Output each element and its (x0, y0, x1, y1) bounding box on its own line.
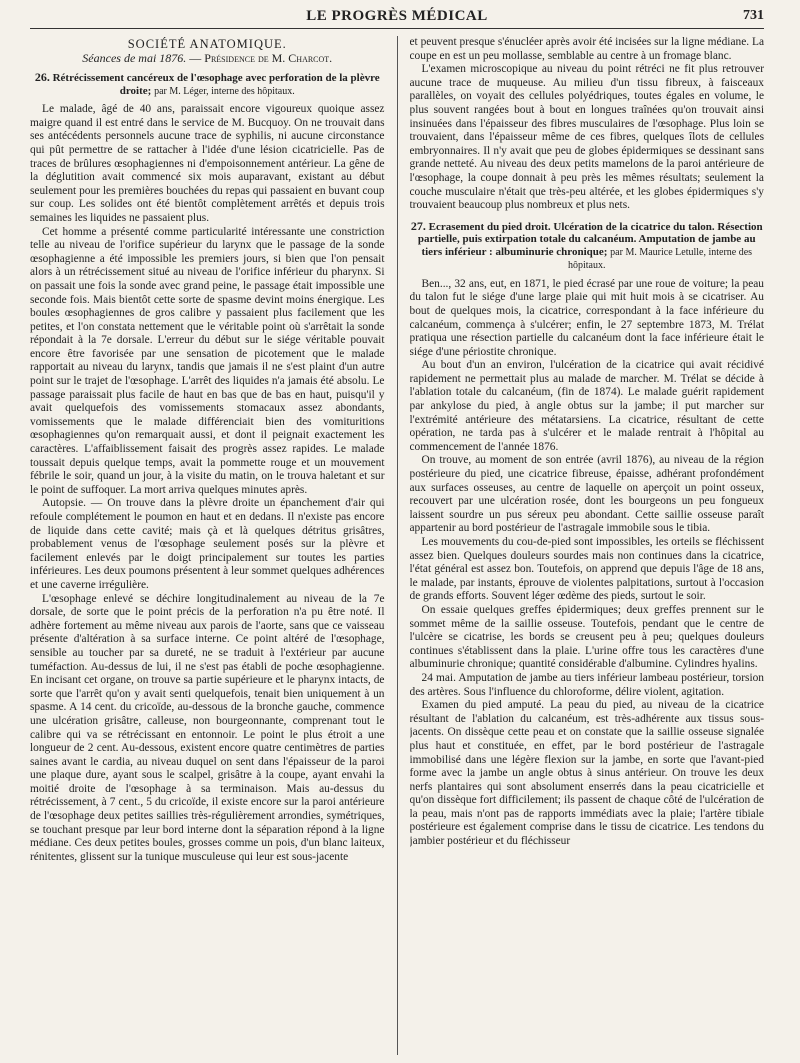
page-number: 731 (743, 8, 764, 23)
paragraph: Ben..., 32 ans, eut, en 1871, le pied écrasé par une roue de voiture; la peau du talon fut le siége d'une large plaie qui mit huit mois à se cicatriser. Au bout de quelques mois, la cicatrice, correspondant à la face inférieure du calcanéum, commença à s'ulcérer; enfin, le 27 septembre 1873, M. Trélat pratiqua une résection partielle du calcanéum dont la face inférieure était le siége d'une périostite chronique. (409, 277, 764, 358)
paragraph: Cet homme a présenté comme particularité intéressante une constriction telle au niveau de l'orifice supérieur du larynx que le passage de la sonde œsophagienne a été impossible les premiers jours, si bien que l'on pensait alors à un rétrécissement situé au niveau de l'orifice inférieur du pharynx. Si on passait une fois la sonde avec grand peine, le passage était impossible une seconde fois. Mais bientôt cette sorte de spasme devint moins énergique. Les boules œsophagiennes de gros calibre y passaient plus facilement que les petites, et l'on constata nettement que le véritable point où s'arrêtait la sonde répondait à la 7e dorsale. L'erreur du début sur le siége véritable pouvait encore être favorisée par une sensation de picotement que le malade rapportait au niveau du larynx, tandis que jamais il ne s'est plaint d'un autre point sur le trajet de l'œsophage. L'arrêt des liquides n'a jamais été absolu. Le passage paraissait plus facile de haut en bas que de bas en haut, puisqu'il y avait quelquefois des vomissements stomacaux assez abondants, vomissements que le malade différenciait bien des vomituritions œsophagiennes qu'on remarquait aussi, et dont il peignait exactement les caractères. L'affaiblissement faisait des progrès assez rapides. Le malade toussait depuis quelque temps, avait la pommette rouge et un mouvement fébrile le soir, quand un jour, à la visite du matin, on le trouva haletant et sur le point de suffoquer. La mort arriva quelques minutes après. (30, 225, 385, 496)
right-column (410, 36, 765, 1055)
case-26-author: par M. Léger, interne des hôpitaux. (154, 85, 295, 97)
case-26-number: 26. (34, 70, 50, 85)
case-27-heading: Ecrasement du pied droit. Ulcération de la cicatrice du talon. Résection partielle, puis extirpation totale du calcanéum. Amputation de jambe au tiers inférieur : albuminurie chronique; (417, 220, 763, 258)
paragraph: On trouve, au moment de son entrée (avril 1876), au niveau de la région postérieure du pied, une cicatrice fibreuse, épaisse, adhérant profondément aux surfaces osseuses, au centre de laquelle on aperçoit un point osseux, recouvert par une ulcération rosée, dont les bourgeons un peu fongueux laissent sourdre un pus séreux peu abondant. Cette saillie osseuse paraît appartenir au bord postérieur de l'astragale immobile sous le tibia. (409, 454, 764, 535)
seance-president: — Présidence de M. Charcot. (189, 50, 333, 65)
journal-title: LE PROGRÈS MÉDICAL (306, 8, 488, 24)
paragraph: Examen du pied amputé. La peau du pied, au niveau de la cicatrice résultant de l'ablation du calcanéum, est très-adhérente aux tissus sous-jacents. On dissèque cette peau et on constate que la saillie osseuse signalée plus haut et constituée, en effet, par le bord postérieur de l'astragale immobilisé dans une légère flexion sur la jambe, en sorte que l'avant-pied forme avec la jambe un angle obtus à sinus antérieur. On trouve les deux nerfs plantaires qui sont absolument enserrés dans la peau cicatricielle et qu'on dissèque fort difficilement; ils passent de chaque côté de l'ulcération de la peau, mais n'ont pas de rapports immédiats avec la plaie; l'artère tibiale postérieure est également comprise dans le tissu de cicatrice. Les tendons du jambier postérieur et du fléchisseur (409, 699, 764, 848)
page-header (30, 6, 764, 29)
paragraph: 24 mai. Amputation de jambe au tiers inférieur lambeau postérieur, torsion des artères. Sous l'influence du chloroforme, délire violent, agitation. (409, 671, 764, 698)
paragraph: L'examen microscopique au niveau du point rétréci ne fit plus retrouver aucune trace de muqueuse. Au milieu d'un tissu fibreux, à faisceaux parallèles, on voyait des cellules polyédriques, toutes égales en volume, le plus souvent rangées bout à bout en longues traînées qu'on trouvait ainsi insinuées dans l'épaisseur des fibres musculaires de l'œsophage. Plus loin se trouvaient, dans l'épaisseur même de ces fibres, quelques îlots de cellules embryonnaires. Il n'y avait que peu de globes épidermiques se dessinant sans grande netteté. Au niveau des deux petits mamelons de la paroi antérieure de l'œsophage, la coupe donnait à peu près les mêmes résultats; seulement la couche musculaire n'était que très-peu altérée, et les globes épidermiques s'y trouvaient beaucoup plus nombreux et plus nets. (409, 63, 764, 212)
seance-date: Séances de mai 1876. (82, 50, 187, 65)
case-27-author: par M. Maurice Letulle, interne des hôpitaux. (568, 246, 753, 272)
article-columns (30, 36, 764, 1055)
left-column (30, 36, 385, 1055)
paragraph: Le malade, âgé de 40 ans, paraissait encore vigoureux quoique assez maigre quand il est entré dans le service de M. Bucquoy. On ne trouvait dans ses antécédents personnels aucune trace de syphilis, ni aucune circonstance qui pût permettre de se rattacher à l'idée d'une lésion cicatricielle. Pas de traces de brûlures œsophagiennes ni d'empoisonnement antérieur. La gêne de la déglutition avait commencé six mois auparavant, existant au début seulement pour les premières bouchées du repas qui passaient en buvant coup sur coup. Les solides ont été bientôt complètement arrêtés et depuis trois semaines les liquides ne passaient plus. (30, 103, 385, 224)
paragraph: et peuvent presque s'énucléer après avoir été incisées sur la ligne médiane. La coupe en est un peu mollasse, semblable au centre à un fromage blanc. (409, 36, 764, 62)
case-26-title (30, 71, 385, 98)
paragraph: Les mouvements du cou-de-pied sont impossibles, les orteils se fléchissent assez bien. Quelques douleurs sourdes mais non continues dans la cicatrice, l'état général est assez bon. Toutefois, on apprend que depuis l'âge de 18 ans, le malade, par instants, éprouve de violentes palpitations, surtout à l'occasion de grands efforts. Souvent léger œdème des pieds, surtout le soir. (409, 536, 764, 603)
paragraph: Autopsie. — On trouve dans la plèvre droite un épanchement d'air qui refoule complétement le poumon en haut et en dedans. Il n'existe pas encore de liquide dans cette cavité; mais çà et là quelques détritus grisâtres, probablement venus de l'œsophage seulement posés sur la plèvre et facilement enlevés par le doigt principalement sur toutes les parties inférieures. Les deux poumons présentent à leur sommet quelques adhérences et une caverne irrégulière. (30, 497, 385, 591)
paragraph: On essaie quelques greffes épidermiques; deux greffes prennent sur le sommet même de la saillie osseuse. Toutefois, pendant que le centre de l'ulcère se cicatrise, les bords se creusent peu à peu; quelques douleurs continues s'établissent dans la plaie. L'urine offre tous les caractères d'une albuminurie chronique; quantité considérable d'albumine. Cylindres hyalins. (409, 603, 764, 671)
case-27-number: 27. (410, 218, 426, 233)
case-27-title (410, 220, 765, 273)
case-26-heading: Rétrécissement cancéreux de l'œsophage avec perforation de la plèvre droite; (52, 72, 380, 97)
society-heading: SOCIÉTÉ ANATOMIQUE. (127, 37, 287, 51)
seance-line (30, 52, 385, 66)
paragraph: L'œsophage enlevé se déchire longitudinalement au niveau de la 7e dorsale, de sorte que le point précis de la perforation n'a pu être noté. Il adhère fortement au même niveau aux parois de l'aorte, sans que ce vaisseau présente d'altération à sa surface interne. Ce point altéré de l'œsophage, sensible au toucher par sa dureté, ne se traduit à l'extérieur par aucune tuméfaction. Au-dessus de lui, il ne s'est pas établi de poche œsophagienne. En incisant cet organe, on trouve sa partie supérieure et le pharynx intacts, de sorte que l'arrêt qu'on y avait senti quelquefois, tenait bien uniquement à un spasme. A 14 cent. du cricoïde, au-dessous de la bronche gauche, commence une ulcération grisâtre, calleuse, non bourgeonnante, comprenant tout le calibre qui va se rétrécissant en entonnoir. Le point le plus étroit a une longueur de 2 cent. Au-dessous, existent encore quatre centimètres de parties saines avant le cardia, au niveau duquel on sent dans l'épaisseur de la paroi une plaque dure, ayant sous le scalpel, grisâtre à la coupe, ayant envahi la moitié droite de l'œsophage à sa terminaison. Mais au-dessus du rétrécissement, à 7 cent., 5 du cricoïde, il existe encore sur la paroi antérieure de l'œsophage deux petites saillies très-régulièrement arrondies, symétriques, se touchant presque par leur bord interne dont la séparation répond à la ligne médiane. Ces deux petites boules, grosses comme un pois, d'un blanc laiteux, rénitentes, glissent sur la tunique musculeuse qui leur est sous-jacente (30, 592, 385, 863)
column-divider (397, 36, 398, 1055)
paragraph: Au bout d'un an environ, l'ulcération de la cicatrice qui avait récidivé rapidement ne permettait plus au malade de marcher. M. Trélat se décide à l'ablation totale du calcanéum, (fin de 1874). Le malade guérit rapidement par ankylose du pied, à angle obtus sur la jambe; il put marcher sur l'extrémité antérieure des métatarsiens. La cicatrice, résultant de cette opération, ne tarda pas à s'ulcérer et le malade rentrait à l'hôpital au commencement de l'année 1876. (409, 359, 764, 453)
